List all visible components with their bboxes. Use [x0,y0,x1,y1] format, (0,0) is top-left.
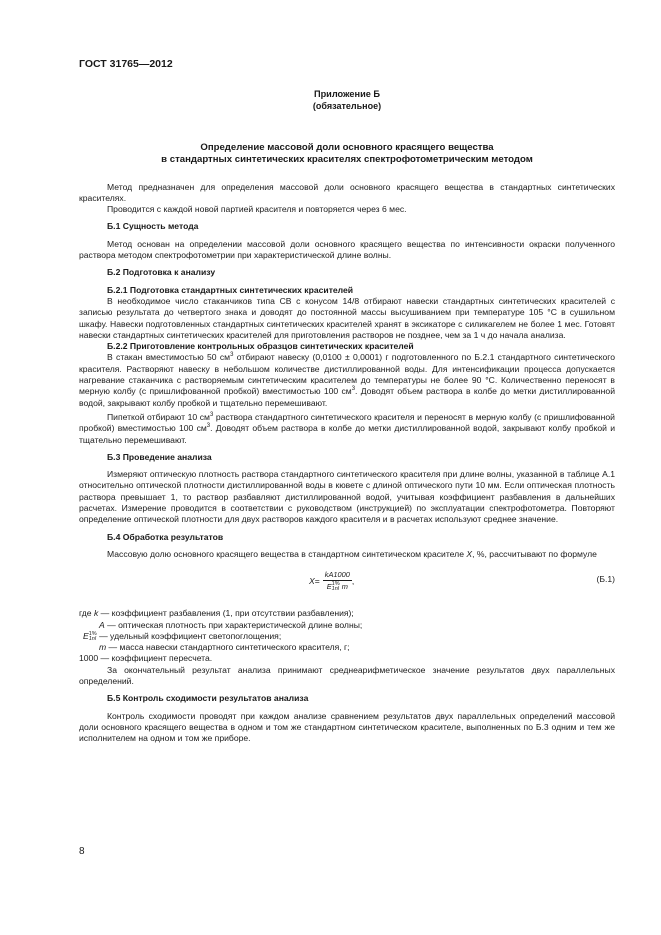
section-b1-text: Метод основан на определении массовой доли основного красящего вещества по интенсивности окраски полученного раствора методом спектрофотометрии при характеристической длине волны. [79,238,615,261]
intro-paragraph-1: Метод предназначен для определения массовой доли основного красящего вещества в стандартных синтетических красителях. [79,181,615,203]
section-b5-heading: Б.5 Контроль сходимости результатов анализа [107,693,309,704]
where-item-1000: 1000 — коэффициент пересчета. [79,653,213,664]
section-b5-text: Контроль сходимости проводят при каждом анализе сравнением результатов двух параллельных определений массовой доли основного красящего вещества в одном и том же стандартном синтетическом красителе, выполненных по Б.3 одним и тем же исполнителем на одном и том же приборе. [79,710,615,744]
section-b4-final: За окончательный результат анализа принимают среднеарифметическое значение результатов двух параллельных определений. [79,664,615,686]
document-page [79,58,615,744]
where-item-e: E 1% 1nl — удельный коэффициент светопоглощения; [83,630,282,642]
annex-title: Приложение Б [313,89,381,99]
annex-status: (обязательное) [312,101,382,111]
where-item-k: где k — коэффициент разбавления (1, при отсутствии разбавления); [79,608,354,619]
section-b2-heading: Б.2 Подготовка к анализу [107,267,216,278]
section-b4-text: Массовую долю основного красящего вещества в стандартном синтетическом красителе X, %, рассчитывают по формуле [107,548,597,559]
formula-b1 [79,568,615,598]
intro-paragraph-2: Проводится с каждой новой партией красителя и повторяется через 6 мес. [107,204,407,215]
section-b22-paragraph-1: В стакан вместимостью 50 $см^3$ отбирают навеску (0,0100 ± 0,0001) г подготовленного по Б.2.1 стандартного синтетического красителя. Растворяют навеску в небольшом количестве дистиллированной воды. Для интенсификации процесса допускается нагревание стаканчика с растворяемым синтетическим красителем до температуры не более 90 °С. Количественно переносят в мерную колбу (с пришлифованной пробкой) вместимостью 100 $см^3$. Доводят объем раствора в колбе до метки дистиллированной водой, закрывают колбу пробкой и тщательно перемешивают. [79,352,615,408]
formula-number: (Б.1) [596,574,615,585]
section-b21-heading: Б.2.1 Подготовка стандартных синтетических красителей [107,284,354,295]
main-title-line-1: Определение массовой доли основного красящего вещества [200,142,494,153]
where-item-m: m — масса навески стандартного синтетического красителя, г; [99,642,350,653]
section-b22-heading: Б.2.2 Приготовление контрольных образцов синтетических красителей [107,341,414,352]
main-title-line-2: в стандартных синтетических красителях спектрофотометрическим методом [161,154,533,166]
formula-fraction: kA1000 E 1% 1nl m [324,570,350,593]
where-item-a: A — оптическая плотность при характеристической длине волны; [99,619,363,630]
section-b22-paragraph-2: Пипеткой отбирают 10 $см^3$ раствора стандартного синтетического красителя и переносят в мерную колбу (с пришлифованной пробкой) вместимостью 100 $см^3$. Доводят объем раствора в колбе до метки дистиллированной водой, закрывают колбу пробкой и тщательно перемешивают. [79,411,615,445]
formula-expression: X = kA1000 E 1% 1nl m , [309,570,355,593]
section-b3-heading: Б.3 Проведение анализа [107,451,212,462]
section-b21-text: В необходимое число стаканчиков типа СВ с конусом 14/8 отбирают навески стандартных синтетических красителей с записью результата до четвертого знака и доводят до постоянной массы высушиванием при температуре 105 °С в сушильном шкафу. Навески подготовленных стандартных синтетических красителей хранят в эксикаторе с силикагелем не более 1 мес. Готовят навески стандартных синтетических красителей для приготовления растворов не позднее, чем за 1 ч до начала анализа. [79,295,615,340]
section-b3-text: Измеряют оптическую плотность раствора стандартного синтетического красителя при длине волны, указанной в таблице А.1 относительно оптической плотности дистиллированной воды в кювете с длиной оптического пути 10 мм. Если оптическая плотность раствора превышает 1, то раствор разбавляют дистиллированной водой, учитывая коэффициент разбавления в дальнейших расчетах. Измерение проводится в соответствии с руководством (инструкцией) по эксплуатации спектрофотометра. Повторяют определение оптической плотности для двух растворов каждого красителя и в расчетах используют среднее значение. [79,469,615,525]
main-title [79,142,615,167]
page-number: 8 [79,846,85,857]
section-b4-heading: Б.4 Обработка результатов [107,531,224,542]
document-id: ГОСТ 31765—2012 [79,58,173,70]
section-b1-heading: Б.1 Сущность метода [107,221,199,232]
